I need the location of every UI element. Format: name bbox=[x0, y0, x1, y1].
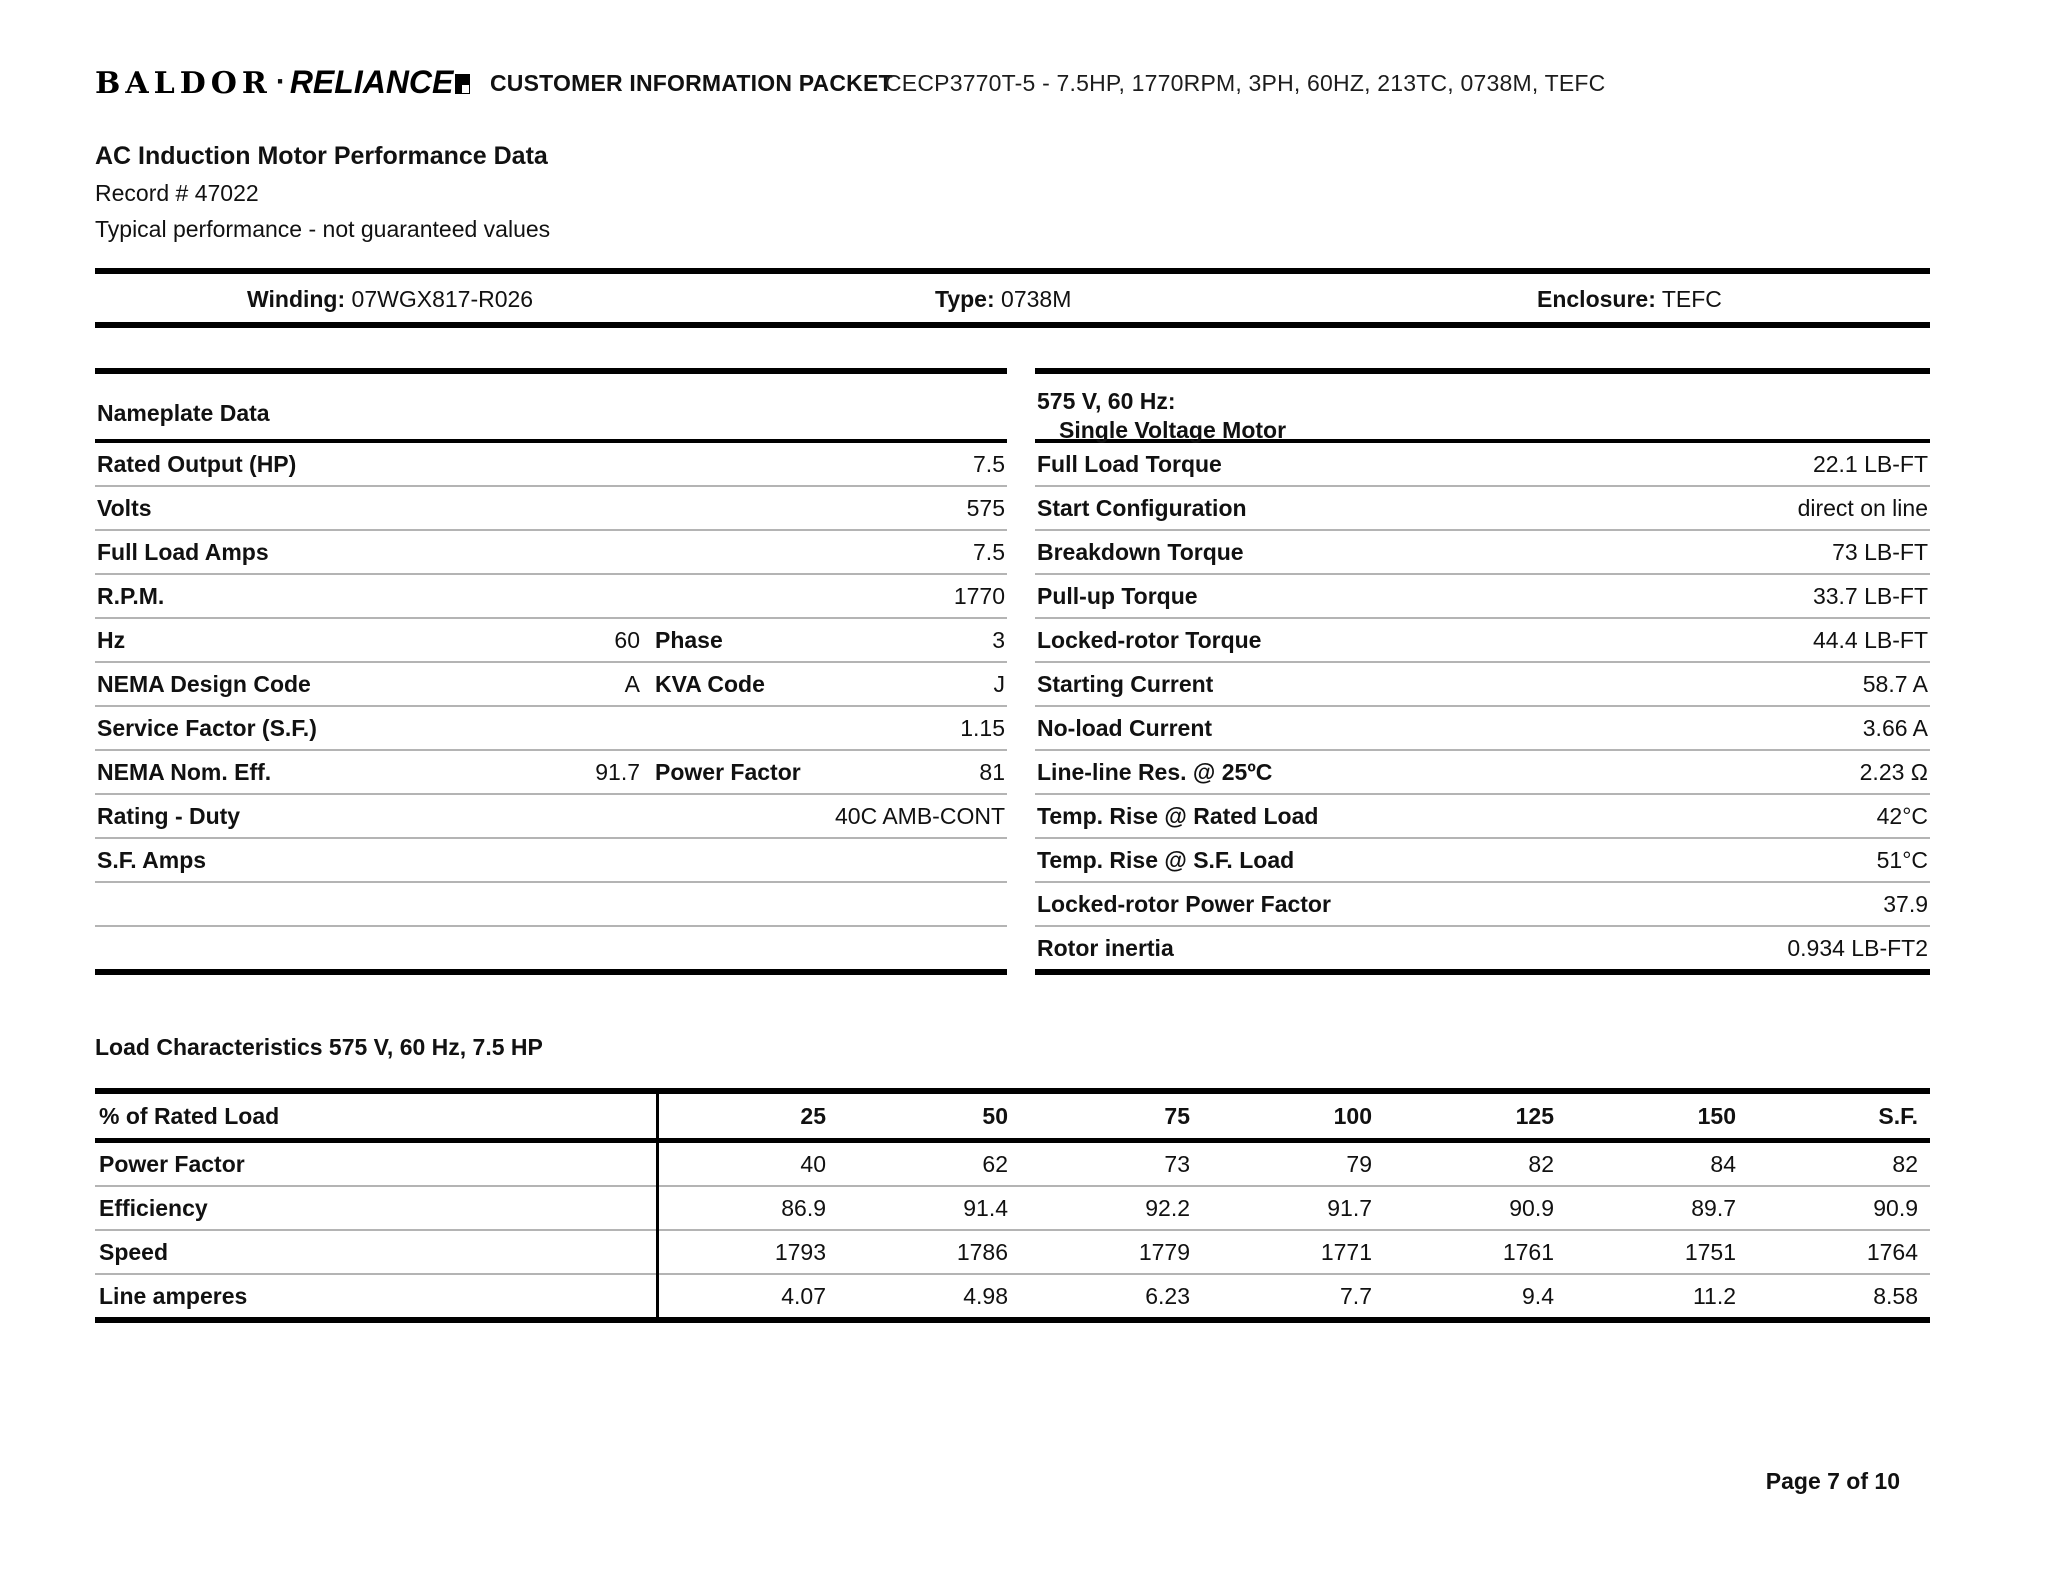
enclosure-label: Enclosure: bbox=[1537, 286, 1656, 312]
row-value: J bbox=[993, 670, 1005, 697]
table-row bbox=[1035, 795, 1930, 839]
row-value: 37.9 bbox=[1883, 890, 1928, 917]
table-row bbox=[95, 927, 1007, 975]
row-label: Service Factor (S.F.) bbox=[97, 714, 317, 741]
table-row bbox=[95, 751, 1007, 795]
row-value: 7.5 bbox=[973, 450, 1005, 477]
model-specification: CECP3770T-5 - 7.5HP, 1770RPM, 3PH, 60HZ, 213TC, 0738M, TEFC bbox=[885, 70, 1606, 96]
enclosure-value: TEFC bbox=[1661, 286, 1722, 312]
cell-value: 86.9 bbox=[781, 1194, 826, 1221]
row-value: 73 LB-FT bbox=[1832, 538, 1928, 565]
row-value: 3.66 A bbox=[1862, 714, 1928, 741]
table-row bbox=[1035, 575, 1930, 619]
cell-value: 91.4 bbox=[963, 1194, 1008, 1221]
row-label: Temp. Rise @ Rated Load bbox=[1037, 802, 1319, 829]
cell-value: 40 bbox=[800, 1150, 826, 1177]
cell-value: 90.9 bbox=[1509, 1194, 1554, 1221]
cell-value: 1751 bbox=[1684, 1238, 1736, 1265]
row-value: 1.15 bbox=[960, 714, 1005, 741]
table-row bbox=[1035, 883, 1930, 927]
type-value: 0738M bbox=[1001, 286, 1072, 312]
column-header: % of Rated Load bbox=[99, 1102, 280, 1129]
row-value: 42°C bbox=[1876, 802, 1928, 829]
row-label: Locked-rotor Torque bbox=[1037, 626, 1262, 653]
cell-value: 1793 bbox=[774, 1238, 826, 1265]
logo-dot: · bbox=[275, 65, 286, 98]
row-label: Full Load Amps bbox=[97, 538, 269, 565]
nameplate-table bbox=[95, 368, 1007, 975]
row-label: Rating - Duty bbox=[97, 802, 241, 829]
table-row bbox=[95, 575, 1007, 619]
row-label: Temp. Rise @ S.F. Load bbox=[1037, 846, 1295, 873]
logo-reliance-text: RELIANCE bbox=[289, 64, 454, 100]
table-row bbox=[95, 443, 1007, 487]
logo-trademark-icon bbox=[455, 74, 470, 94]
row-label: NEMA Nom. Eff. bbox=[97, 758, 272, 785]
voltage-header-line2: Single Voltage Motor bbox=[1059, 417, 1287, 443]
cell-value: 6.23 bbox=[1145, 1282, 1190, 1309]
row-label: Full Load Torque bbox=[1037, 450, 1222, 477]
winding-summary-bar bbox=[95, 268, 1930, 328]
row-label: Breakdown Torque bbox=[1037, 538, 1244, 565]
row-mid-label: Phase bbox=[655, 626, 723, 653]
row-mid-value: 91.7 bbox=[595, 758, 640, 785]
enclosure-field bbox=[1537, 286, 1722, 313]
row-label: Line-line Res. @ 25ºC bbox=[1037, 758, 1273, 785]
row-label: Rotor inertia bbox=[1037, 934, 1174, 961]
row-label: R.P.M. bbox=[97, 582, 165, 609]
nameplate-header-text: Nameplate Data bbox=[97, 400, 270, 426]
row-value: 51°C bbox=[1876, 846, 1928, 873]
table-row bbox=[1035, 443, 1930, 487]
table-row bbox=[1035, 839, 1930, 883]
row-value: 1770 bbox=[953, 582, 1005, 609]
row-mid-label: Power Factor bbox=[655, 758, 801, 785]
cell-value: 11.2 bbox=[1692, 1282, 1736, 1309]
cell-value: 1779 bbox=[1138, 1238, 1190, 1265]
cell-value: 91.7 bbox=[1327, 1194, 1372, 1221]
table-row bbox=[95, 795, 1007, 839]
row-label: Speed bbox=[99, 1238, 169, 1265]
record-number: Record # 47022 bbox=[95, 180, 259, 206]
cell-value: 73 bbox=[1164, 1150, 1190, 1177]
cell-value: 92.2 bbox=[1145, 1194, 1190, 1221]
row-mid-label: KVA Code bbox=[655, 670, 765, 697]
table-row bbox=[95, 1275, 1930, 1323]
table-row bbox=[1035, 663, 1930, 707]
row-label: Line amperes bbox=[99, 1282, 248, 1309]
row-label: Locked-rotor Power Factor bbox=[1037, 890, 1331, 917]
cell-value: 62 bbox=[982, 1150, 1008, 1177]
cell-value: 84 bbox=[1710, 1150, 1736, 1177]
row-label: S.F. Amps bbox=[97, 846, 207, 873]
cell-value: 4.98 bbox=[963, 1282, 1008, 1309]
row-value: 3 bbox=[992, 626, 1005, 653]
electrical-table-header bbox=[1035, 374, 1930, 443]
table-row bbox=[1035, 531, 1930, 575]
document-header bbox=[95, 62, 1953, 106]
table-row bbox=[95, 1187, 1930, 1231]
cell-value: 4.07 bbox=[781, 1282, 826, 1309]
row-label: Pull-up Torque bbox=[1037, 582, 1198, 609]
table-row bbox=[95, 619, 1007, 663]
logo-baldor-text: BALDOR bbox=[95, 66, 272, 101]
column-header: 50 bbox=[982, 1102, 1008, 1129]
row-value: 58.7 A bbox=[1862, 670, 1928, 697]
row-value: 2.23 Ω bbox=[1859, 758, 1928, 785]
row-label: No-load Current bbox=[1037, 714, 1213, 741]
cell-value: 1771 bbox=[1320, 1238, 1372, 1265]
row-value: 7.5 bbox=[973, 538, 1005, 565]
winding-value: 07WGX817-R026 bbox=[351, 286, 534, 312]
row-label: Rated Output (HP) bbox=[97, 450, 297, 477]
table-row bbox=[95, 883, 1007, 927]
column-header: 25 bbox=[800, 1102, 826, 1129]
cell-value: 8.58 bbox=[1873, 1282, 1918, 1309]
table-row bbox=[1035, 487, 1930, 531]
table-row bbox=[95, 487, 1007, 531]
row-value: direct on line bbox=[1797, 494, 1928, 521]
type-label: Type: bbox=[935, 286, 995, 312]
table-row bbox=[1035, 751, 1930, 795]
page-number: Page 7 of 10 bbox=[1765, 1468, 1900, 1494]
row-value: 0.934 LB-FT2 bbox=[1787, 934, 1928, 961]
row-value: 575 bbox=[966, 494, 1005, 521]
load-table-header-row bbox=[95, 1094, 1930, 1143]
cell-value: 1764 bbox=[1866, 1238, 1918, 1265]
row-value: 33.7 LB-FT bbox=[1812, 582, 1928, 609]
load-characteristics-table bbox=[95, 1088, 1930, 1323]
row-value: 81 bbox=[979, 758, 1005, 785]
row-value: 22.1 LB-FT bbox=[1812, 450, 1928, 477]
row-label: NEMA Design Code bbox=[97, 670, 311, 697]
table-row bbox=[1035, 707, 1930, 751]
row-label: Power Factor bbox=[99, 1150, 245, 1177]
table-vertical-divider bbox=[656, 1094, 659, 1323]
cell-value: 1761 bbox=[1502, 1238, 1554, 1265]
table-row bbox=[95, 1143, 1930, 1187]
table-row bbox=[95, 1231, 1930, 1275]
row-label: Hz bbox=[97, 626, 126, 653]
column-header: 100 bbox=[1333, 1102, 1372, 1129]
cell-value: 79 bbox=[1346, 1150, 1372, 1177]
page-title: AC Induction Motor Performance Data bbox=[95, 142, 548, 170]
row-value: 44.4 LB-FT bbox=[1812, 626, 1928, 653]
row-label: Starting Current bbox=[1037, 670, 1214, 697]
cell-value: 9.4 bbox=[1522, 1282, 1554, 1309]
table-row bbox=[95, 707, 1007, 751]
row-value: 40C AMB-CONT bbox=[835, 802, 1005, 829]
row-mid-value: A bbox=[624, 670, 640, 697]
cell-value: 89.7 bbox=[1691, 1194, 1736, 1221]
column-header: S.F. bbox=[1878, 1102, 1918, 1129]
table-row bbox=[95, 663, 1007, 707]
winding-label: Winding: bbox=[247, 286, 346, 312]
column-header: 125 bbox=[1515, 1102, 1554, 1129]
title-block bbox=[95, 142, 550, 252]
cell-value: 82 bbox=[1892, 1150, 1918, 1177]
nameplate-table-header bbox=[95, 374, 1007, 443]
row-mid-value: 60 bbox=[614, 626, 640, 653]
packet-title: CUSTOMER INFORMATION PACKET bbox=[490, 70, 893, 96]
cell-value: 90.9 bbox=[1873, 1194, 1918, 1221]
load-characteristics-title: Load Characteristics 575 V, 60 Hz, 7.5 HP bbox=[95, 1034, 543, 1060]
voltage-header-line1: 575 V, 60 Hz: bbox=[1037, 388, 1176, 414]
column-header: 150 bbox=[1697, 1102, 1736, 1129]
cell-value: 82 bbox=[1528, 1150, 1554, 1177]
table-row bbox=[1035, 619, 1930, 663]
row-label: Start Configuration bbox=[1037, 494, 1247, 521]
cell-value: 7.7 bbox=[1340, 1282, 1372, 1309]
table-row bbox=[1035, 927, 1930, 975]
table-row bbox=[95, 531, 1007, 575]
cell-value: 1786 bbox=[956, 1238, 1008, 1265]
table-row bbox=[95, 839, 1007, 883]
baldor-reliance-logo bbox=[95, 64, 470, 101]
type-field bbox=[935, 286, 1071, 313]
column-header: 75 bbox=[1164, 1102, 1190, 1129]
winding-field bbox=[247, 286, 533, 313]
row-label: Efficiency bbox=[99, 1194, 208, 1221]
row-label: Volts bbox=[97, 494, 152, 521]
performance-note: Typical performance - not guaranteed values bbox=[95, 216, 551, 242]
electrical-table bbox=[1035, 368, 1930, 975]
